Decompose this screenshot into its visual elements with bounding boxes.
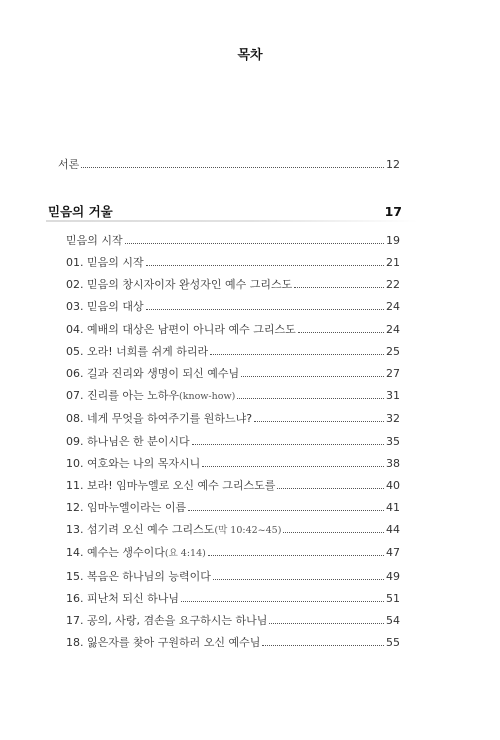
toc-entry[interactable] (66, 614, 400, 628)
dot-leader (125, 243, 384, 244)
toc-entry-label: 12. 임마누엘이라는 이름 (66, 501, 187, 515)
dot-leader (277, 488, 384, 489)
dot-leader (283, 532, 384, 533)
toc-entry[interactable] (66, 389, 400, 404)
toc-entry[interactable] (66, 300, 400, 314)
section-heading[interactable] (48, 202, 402, 220)
dot-leader (298, 332, 384, 333)
toc-entry-page: 51 (386, 591, 400, 605)
toc-entry[interactable] (66, 570, 400, 584)
toc-entry[interactable] (66, 546, 400, 561)
dot-leader (237, 398, 384, 399)
toc-entry-label: 18. 잃은자를 찾아 구원하러 오신 예수님 (66, 636, 261, 650)
toc-entry-note: (요 4:14) (164, 548, 206, 560)
toc-entry[interactable] (66, 256, 400, 270)
toc-entry[interactable] (66, 636, 400, 650)
toc-entry-label: 15. 복음은 하나님의 능력이다 (66, 569, 211, 583)
toc-entry-label: 01. 믿음의 시작 (66, 256, 144, 269)
toc-entry-label: 07. 진리를 아는 노하우 (66, 389, 179, 403)
toc-entry-page: 41 (386, 501, 400, 515)
dot-leader (192, 444, 384, 445)
page-title: 목차 (237, 48, 263, 63)
dot-leader (262, 645, 384, 646)
dot-leader (241, 376, 384, 377)
toc-entry[interactable] (66, 457, 400, 471)
toc-entry-page: 49 (386, 569, 400, 583)
toc-entry-page: 35 (386, 434, 400, 448)
toc-entry-page: 32 (386, 412, 400, 426)
dot-leader (208, 555, 384, 556)
toc-entry-intro[interactable] (58, 158, 400, 172)
dot-leader (210, 354, 384, 355)
toc-entry-label: 08. 네게 무엇을 하여주기를 원하느냐? (66, 412, 253, 426)
dot-leader (254, 421, 384, 422)
toc-entry-note: (막 10:42~45) (214, 525, 282, 537)
toc-entry-label: 16. 피난처 되신 하나님 (66, 591, 179, 605)
toc-entry[interactable] (66, 278, 400, 292)
toc-entry-note: (know-how) (179, 391, 236, 403)
dot-leader (202, 466, 384, 467)
toc-list (66, 234, 400, 658)
section-title: 믿음의 거울 (48, 204, 113, 219)
toc-entry-page: 55 (386, 636, 400, 650)
toc-entry[interactable] (66, 435, 400, 449)
toc-entry-label: 17. 공의, 사랑, 겸손을 요구하시는 하나님 (66, 614, 268, 627)
toc-entry-label: 11. 보라! 임마누엘로 오신 예수 그리스도를 (66, 478, 276, 492)
toc-entry-label: 14. 예수는 생수이다 (66, 546, 165, 560)
toc-entry-label: 06. 길과 진리와 생명이 되신 예수님 (66, 366, 240, 380)
toc-entry-page: 27 (386, 366, 400, 380)
toc-entry-page: 31 (386, 389, 400, 403)
toc-entry-label: 02. 믿음의 창시자이자 완성자인 예수 그리스도 (66, 278, 293, 292)
toc-entry-page: 40 (386, 478, 400, 492)
toc-entry[interactable] (66, 412, 400, 426)
dot-leader (294, 287, 384, 288)
toc-entry-page: 12 (386, 158, 400, 171)
toc-entry[interactable] (66, 479, 400, 493)
toc-entry[interactable] (66, 523, 400, 538)
dot-leader (181, 601, 384, 602)
toc-entry-page: 25 (386, 344, 400, 358)
toc-entry[interactable] (66, 323, 400, 337)
dot-leader (188, 510, 384, 511)
dot-leader (146, 265, 384, 266)
toc-entry[interactable] (66, 367, 400, 381)
toc-entry-label: 05. 오라! 너희를 쉬게 하리라 (66, 344, 209, 358)
toc-entry-page: 22 (386, 278, 400, 292)
toc-entry-label: 13. 섬기려 오신 예수 그리스도 (66, 523, 215, 537)
toc-entry[interactable] (66, 592, 400, 606)
toc-entry-page: 47 (386, 546, 400, 560)
toc-entry[interactable] (66, 234, 400, 248)
dot-leader (146, 309, 384, 310)
dot-leader (269, 623, 384, 624)
toc-entry[interactable] (66, 501, 400, 515)
toc-entry-page: 21 (386, 256, 400, 269)
section-page: 17 (384, 204, 402, 219)
toc-entry-label: 09. 하나님은 한 분이시다 (66, 434, 190, 448)
toc-entry-page: 24 (386, 322, 400, 336)
toc-entry-label: 10. 여호와는 나의 목자시니 (66, 456, 201, 470)
toc-entry-label: 믿음의 시작 (66, 234, 123, 247)
toc-entry-page: 54 (386, 614, 400, 627)
toc-entry-page: 24 (386, 300, 400, 314)
dot-leader (213, 579, 384, 580)
section-divider (46, 220, 418, 222)
toc-entry-label: 03. 믿음의 대상 (66, 300, 144, 314)
dot-leader (81, 167, 384, 168)
toc-entry-label: 서론 (58, 158, 80, 171)
toc-entry-page: 44 (386, 523, 400, 537)
toc-entry-page: 38 (386, 456, 400, 470)
toc-entry-page: 19 (386, 234, 400, 247)
toc-entry-label: 04. 예배의 대상은 남편이 아니라 예수 그리스도 (66, 322, 296, 336)
toc-entry[interactable] (66, 345, 400, 359)
